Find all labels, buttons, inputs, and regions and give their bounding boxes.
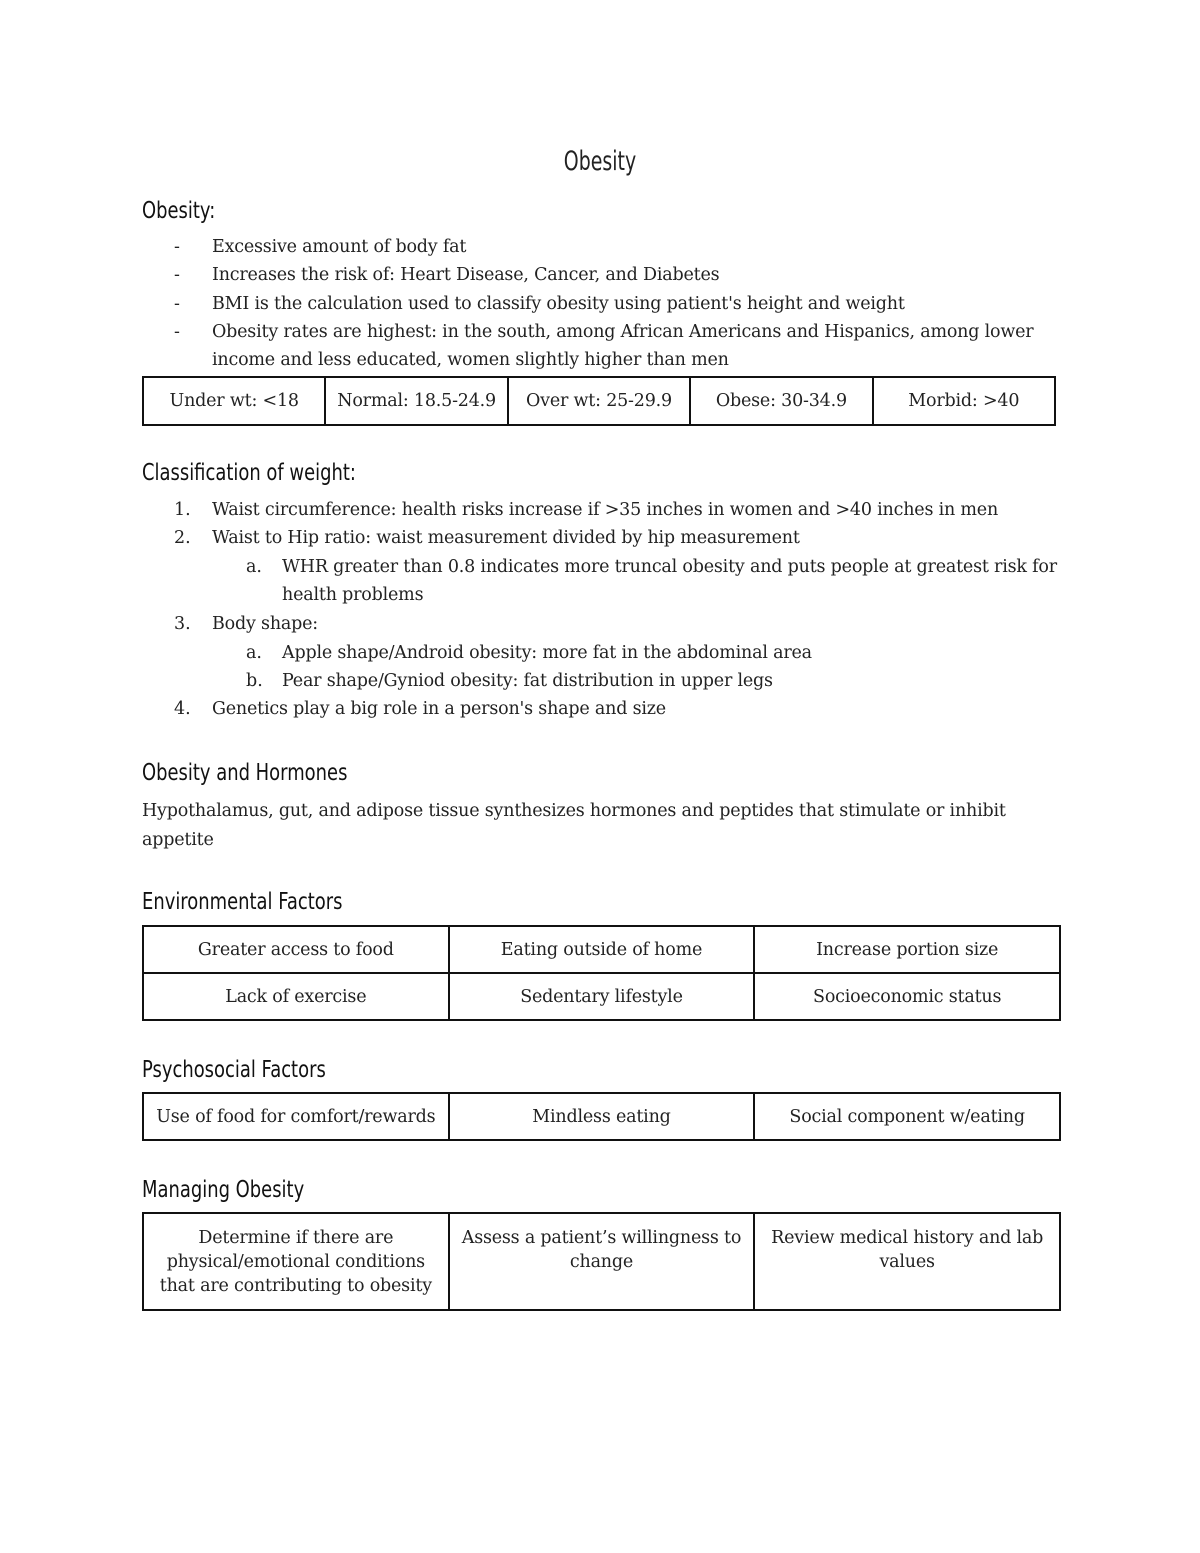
bmi-table [142, 376, 1056, 426]
table-cell: Over wt: 25-29.9 [508, 377, 690, 425]
classification-heading: Classification of weight: [142, 460, 356, 486]
list-item: Excessive amount of body fat [212, 237, 467, 257]
hormones-paragraph: Hypothalamus, gut, and adipose tissue synthesizes hormones and peptides that stimulate or inhibit appetite [142, 801, 1006, 850]
table-cell: Under wt: <18 [143, 377, 325, 425]
list-item: Waist to Hip ratio: waist measurement divided by hip measurement [212, 528, 800, 548]
list-item: Obesity rates are highest: in the south, among African Americans and Hispanics, among lower [212, 322, 1034, 342]
table-row [143, 1093, 1060, 1140]
list-item: WHR greater than 0.8 indicates more truncal obesity and puts people at greatest risk for [282, 557, 1057, 577]
page-title: Obesity [563, 146, 637, 177]
table-cell: Socioeconomic status [754, 973, 1060, 1020]
environmental-table [142, 925, 1061, 1021]
list-item: Increases the risk of: Heart Disease, Cancer, and Diabetes [212, 265, 720, 285]
table-cell: Review medical history and lab values [754, 1213, 1060, 1310]
list-item-continuation: income and less educated, women slightly higher than men [212, 350, 729, 370]
table-cell: Normal: 18.5-24.9 [325, 377, 507, 425]
table-row [143, 377, 1055, 425]
psychosocial-table [142, 1092, 1061, 1141]
table-cell: Eating outside of home [449, 926, 755, 973]
bullet-dash: - [174, 322, 180, 342]
managing-heading: Managing Obesity [142, 1177, 305, 1203]
table-cell: Assess a patient’s willingness to change [449, 1213, 755, 1310]
list-item-continuation: health problems [282, 585, 424, 605]
list-item: Genetics play a big role in a person's shape and size [212, 699, 666, 719]
table-cell: Sedentary lifestyle [449, 973, 755, 1020]
obesity-heading: Obesity: [142, 198, 216, 224]
list-marker: 2. [174, 528, 191, 548]
table-cell: Morbid: >40 [873, 377, 1055, 425]
list-marker: 1. [174, 500, 191, 520]
table-cell: Determine if there are physical/emotional conditions that are contributing to obesity [143, 1213, 449, 1310]
table-cell: Greater access to food [143, 926, 449, 973]
list-item: Waist circumference: health risks increase if >35 inches in women and >40 inches in men [212, 500, 999, 520]
table-cell: Social component w/eating [754, 1093, 1060, 1140]
table-cell: Mindless eating [449, 1093, 755, 1140]
list-item: Apple shape/Android obesity: more fat in the abdominal area [282, 643, 812, 663]
bullet-dash: - [174, 265, 180, 285]
table-cell: Use of food for comfort/rewards [143, 1093, 449, 1140]
list-marker: b. [246, 671, 263, 691]
list-marker: 3. [174, 614, 191, 634]
bullet-dash: - [174, 237, 180, 257]
list-marker: 4. [174, 699, 191, 719]
list-marker: a. [246, 557, 262, 577]
table-row [143, 1213, 1060, 1310]
managing-table [142, 1212, 1061, 1311]
table-row [143, 926, 1060, 973]
table-cell: Obese: 30-34.9 [690, 377, 872, 425]
list-marker: a. [246, 643, 262, 663]
table-row [143, 973, 1060, 1020]
table-cell: Increase portion size [754, 926, 1060, 973]
list-item: Pear shape/Gyniod obesity: fat distribution in upper legs [282, 671, 773, 691]
hormones-heading: Obesity and Hormones [142, 760, 348, 786]
list-item: Body shape: [212, 614, 318, 634]
bullet-dash: - [174, 294, 180, 314]
environmental-heading: Environmental Factors [142, 889, 343, 915]
psychosocial-heading: Psychosocial Factors [142, 1057, 326, 1083]
list-item: BMI is the calculation used to classify obesity using patient's height and weight [212, 294, 905, 314]
table-cell: Lack of exercise [143, 973, 449, 1020]
